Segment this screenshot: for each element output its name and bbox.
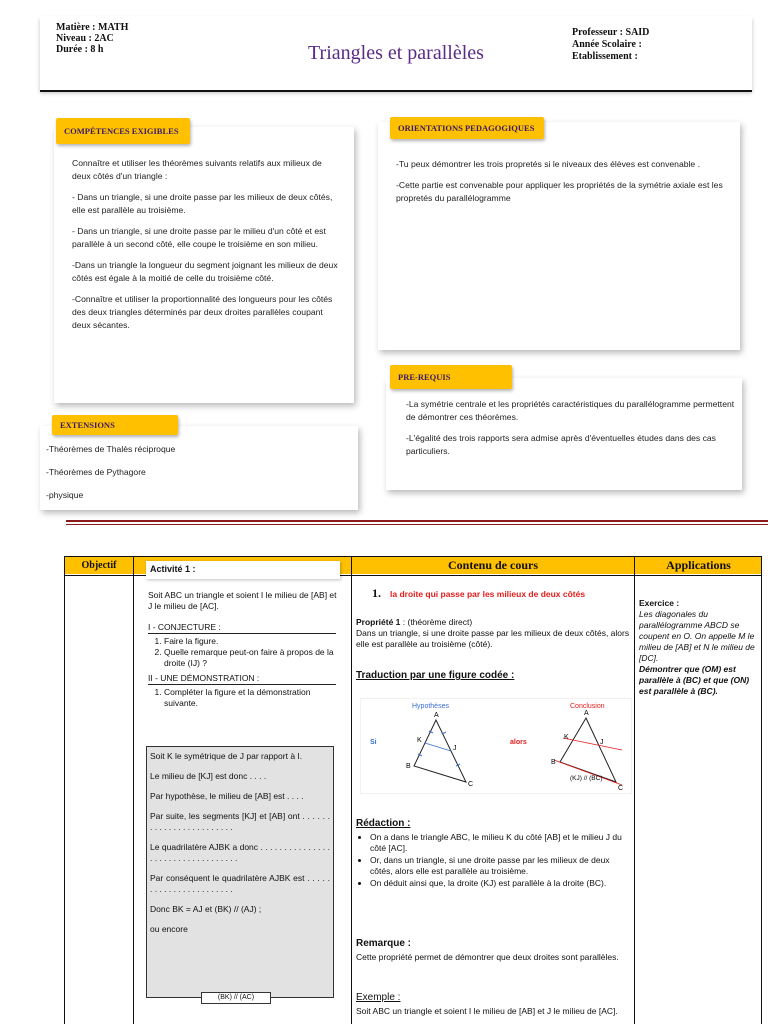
orientations-p2: -Cette partie est convenable pour appliquer les propriétés de la symétrie axiale est les propretés du parallélogramme xyxy=(396,180,723,203)
propriete-block xyxy=(356,617,631,650)
demo-conclusion-box: (BK) // (AC) xyxy=(201,992,271,1004)
orientations-tag: ORIENTATIONS PEDAGOGIQUES xyxy=(390,117,544,139)
demonstration-box xyxy=(146,746,334,998)
demo-line: Par hypothèse, le milieu de [AB] est . . . . xyxy=(150,791,304,801)
conjecture-item: 2. Quelle remarque peut-on faire à propos de la droite (IJ) ? xyxy=(164,647,338,669)
extensions-text xyxy=(46,438,346,507)
demonstration-list xyxy=(148,687,338,709)
header-right xyxy=(572,27,649,63)
contenu-heading-row xyxy=(372,586,630,601)
prerequis-tag: PRE-REQUIS xyxy=(390,365,512,389)
orientations-text xyxy=(396,158,732,213)
exercice-text: Les diagonales du parallélogramme ABCD se coupent en O. On appelle M le milieu de [AB] et N le milieu de [DC]. xyxy=(639,609,755,663)
propriete-text: Dans un triangle, si une droite passe par les milieux de deux côtés, alors elle est parallèle au troisième (côté). xyxy=(356,628,630,649)
demo-line: ou encore xyxy=(150,924,188,934)
fig-right-j: J xyxy=(600,739,604,746)
competences-p1: Connaître et utiliser les théorèmes suivants relatifs aux milieux de deux côtés d'un triangle : xyxy=(72,158,322,181)
competences-p2: - Dans un triangle, si une droite passe par les milieux de deux côtés, elle est parallèle au troisième. xyxy=(72,192,333,215)
orientations-card xyxy=(378,122,740,350)
remarque-text: Cette propriété permet de démontrer que deux droites sont parallèles. xyxy=(356,952,619,962)
conjecture-head: I - CONJECTURE : xyxy=(148,622,336,634)
table-col-line xyxy=(634,556,635,1024)
fig-left-k: K xyxy=(417,737,422,744)
fig-left-c: C xyxy=(468,781,474,788)
propriete-label: Propriété 1 xyxy=(356,617,401,627)
divider-red-thin xyxy=(66,524,768,525)
exemple-text: Soit ABC un triangle et soient I le milieu de [AB] et J le milieu de [AC]. xyxy=(356,1006,618,1016)
prerequis-p1: -La symétrie centrale et les propriétés caractéristiques du parallélogramme permettent de démontrer ces théorèmes. xyxy=(406,399,735,422)
redaction-item: • On déduit ainsi que, la droite (KJ) est parallèle à la droite (BC). xyxy=(370,878,632,889)
table-col-line xyxy=(761,556,762,1024)
redaction-item: • Or, dans un triangle, si une droite passe par les milieux de deux côtés, alors elle est parallèle au troisième. xyxy=(370,855,632,877)
triangle-figure xyxy=(360,698,632,794)
redaction-item: • On a dans le triangle ABC, le milieu K du côté [AB] et le milieu J du côté [AC]. xyxy=(370,832,632,854)
etablissement: Etablissement : xyxy=(572,51,638,62)
competences-p5: -Connaître et utiliser la proportionnalité des longueurs pour les côtés des deux triangles déterminés par deux droites parallèles coupant deux sécantes. xyxy=(72,294,333,330)
propriete-sub: : (théorème direct) xyxy=(400,617,473,627)
redaction-list xyxy=(350,832,632,890)
header-rule xyxy=(40,90,752,92)
remarque-heading: Remarque : xyxy=(356,938,412,949)
fig-right-b: B xyxy=(551,759,556,766)
extension-item: -Théorèmes de Thalès réciproque xyxy=(46,444,176,454)
extension-item: -physique xyxy=(46,490,84,500)
matiere: Matière : MATH xyxy=(56,22,129,33)
divider-red xyxy=(66,520,768,522)
demonstration-head: II - UNE DÉMONSTRATION : xyxy=(148,673,336,685)
competences-card xyxy=(54,127,354,403)
duree: Durée : 8 h xyxy=(56,44,104,55)
demo-line: Par conséquent le quadrilatère AJBK est . . . . . . . . . . . . . . . . . . . . . . . xyxy=(150,873,330,894)
competences-text xyxy=(72,157,338,340)
table-col-line xyxy=(64,556,65,1024)
fig-conclusion: Conclusion xyxy=(570,703,605,710)
fig-alors: alors xyxy=(510,739,527,746)
professeur: Professeur : SAID xyxy=(572,27,650,38)
fig-right-c: C xyxy=(618,785,624,792)
demo-line: Le milieu de [KJ] est donc . . . . xyxy=(150,771,267,781)
activite-content xyxy=(148,590,338,709)
fig-left-b: B xyxy=(406,763,411,770)
extension-item: -Théorèmes de Pythagore xyxy=(46,467,146,477)
contenu-number: 1. xyxy=(372,586,381,600)
demo-line: Par suite, les segments [KJ] et [AB] ont . . . . . . . . . . . . . . . . . . . . . . . . xyxy=(150,811,330,832)
activite-title: Activité 1 : xyxy=(150,564,196,574)
fig-si: Si xyxy=(370,739,377,746)
fig-parallel-label: (KJ) // (BC) xyxy=(570,775,603,782)
demo-line: Donc BK = AJ et (BK) // (AJ) ; xyxy=(150,904,262,914)
col-head-contenu: Contenu de cours xyxy=(352,557,634,574)
prerequis-p2: -L'égalité des trois rapports sera admise après d'éventuelles études dans des cas particuliers. xyxy=(406,433,716,456)
extensions-card xyxy=(40,426,358,510)
contenu-heading: la droite qui passe par les milieux de deux côtés xyxy=(390,589,586,599)
fig-hypotheses: Hypothèses xyxy=(412,703,449,710)
demo-line: Le quadrilatère AJBK a donc . . . . . . . . . . . . . . . . . . . . . . . . . . . . . . . . . . xyxy=(150,842,330,863)
redaction-heading: Rédaction : xyxy=(356,818,411,829)
page-title: Triangles et parallèles xyxy=(308,42,484,64)
exercice-question: Démontrer que (OM) est parallèle à (BC) et que (ON) est parallèle à (BC). xyxy=(639,664,750,696)
fig-left-j: J xyxy=(453,745,457,752)
fig-right-k: K xyxy=(564,734,569,741)
orientations-p1: -Tu peux démontrer les trois propretés si le niveaux des élèves est convenable . xyxy=(396,159,700,169)
competences-p3: - Dans un triangle, si une droite passe par le milieu d'un côté et est parallèle à un second côté, elle coupe le troisième en son milieu. xyxy=(72,226,326,249)
demonstration-item: 1. Compléter la figure et la démonstration suivante. xyxy=(164,687,338,709)
col-head-applications: Applications xyxy=(635,557,762,574)
table-border-top xyxy=(64,556,762,557)
prerequis-text xyxy=(406,398,736,466)
conjecture-list xyxy=(148,636,338,669)
exercice-heading: Exercice : xyxy=(639,598,680,608)
annee-scolaire: Année Scolaire : xyxy=(572,39,642,50)
activite-title-box xyxy=(146,561,340,579)
prerequis-card xyxy=(386,378,742,490)
propriete-title xyxy=(356,617,631,628)
exemple-heading: Exemple : xyxy=(356,992,401,1003)
fig-right-a: A xyxy=(584,710,589,717)
table-col-line xyxy=(351,556,352,1024)
demo-line: Soit K le symétrique de J par rapport à I. xyxy=(150,751,303,761)
competences-tag: COMPÉTENCES EXIGIBLES xyxy=(56,118,190,144)
traduction-heading: Traduction par une figure codée : xyxy=(356,670,515,681)
conjecture-item: 1. Faire la figure. xyxy=(164,636,338,647)
fig-left-a: A xyxy=(434,712,439,719)
table-col-line xyxy=(133,556,134,1024)
niveau: Niveau : 2AC xyxy=(56,33,114,44)
header-box xyxy=(40,16,752,90)
competences-p4: -Dans un triangle la longueur du segment joignant les milieux de deux côtés est égale à la moitié de celle du troisième côté. xyxy=(72,260,338,283)
col-head-objectif: Objectif xyxy=(65,557,133,574)
extensions-tag: EXTENSIONS xyxy=(52,415,178,435)
activite-intro: Soit ABC un triangle et soient I le milieu de [AB] et J le milieu de [AC]. xyxy=(148,590,337,611)
applications-block xyxy=(639,598,759,697)
